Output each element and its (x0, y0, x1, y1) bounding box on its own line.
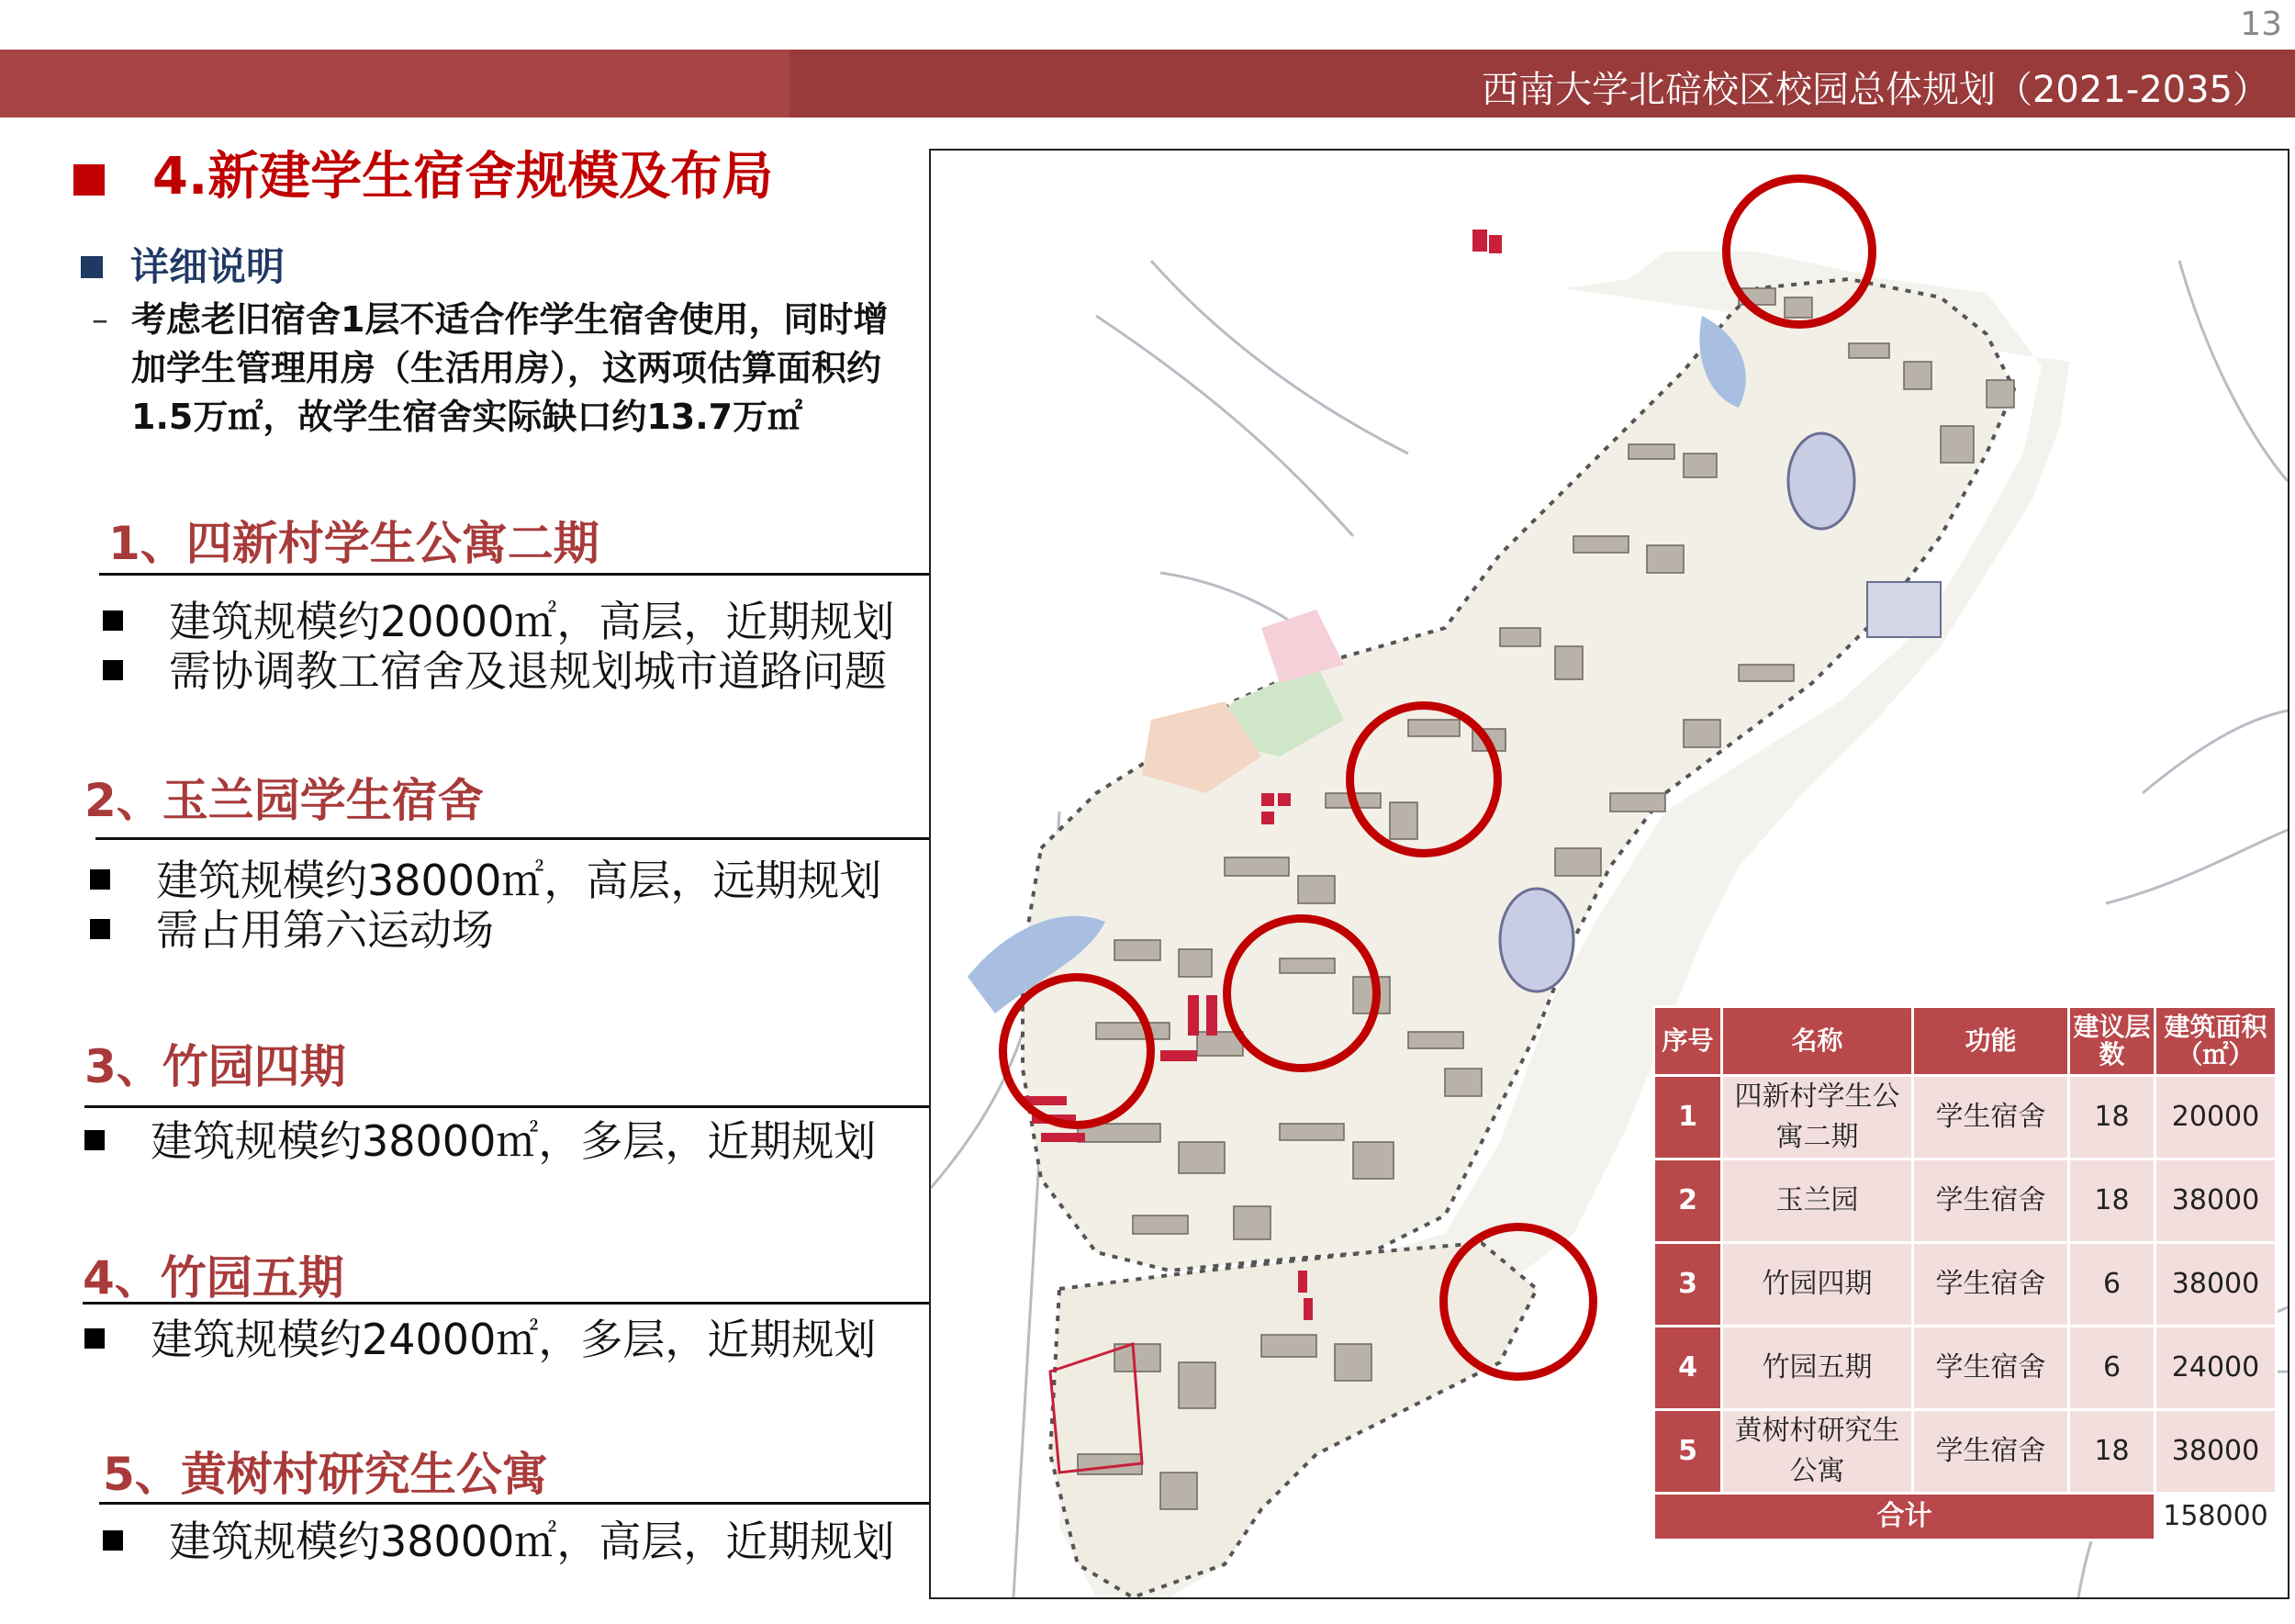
section-title-3: 3、竹园四期 (84, 1040, 346, 1093)
table-row (1654, 1076, 2277, 1159)
section-title-1: 1、四新村学生公寓二期 (108, 517, 599, 570)
bullet-square-icon (84, 1328, 105, 1349)
bullet-text: 需占用第六运动场 (156, 905, 494, 955)
row-area: 38000 (2155, 1410, 2277, 1494)
section-4-bullet-1 (84, 1315, 876, 1364)
row-area: 20000 (2155, 1076, 2277, 1159)
row-floors: 18 (2069, 1159, 2155, 1243)
header-bar-segment (0, 50, 789, 118)
title-square-icon (73, 164, 105, 196)
section-title-5: 5、黄树村研究生公寓 (103, 1448, 548, 1501)
section-2-bullet-2 (90, 905, 494, 955)
description-dash: – (92, 301, 108, 339)
bullet-square-icon (103, 660, 123, 680)
row-area: 38000 (2155, 1243, 2277, 1327)
bullet-square-icon (90, 869, 110, 890)
site-marker-5 (1439, 1223, 1597, 1381)
section-3-bullet-1 (84, 1116, 876, 1166)
section-rule-3 (84, 1105, 931, 1108)
row-name: 四新村学生公寓二期 (1722, 1076, 1913, 1159)
site-marker-4 (999, 973, 1155, 1129)
site-marker-3 (1223, 914, 1381, 1072)
site-marker-2 (1346, 701, 1502, 857)
stadium (1788, 433, 1854, 529)
row-no: 2 (1654, 1159, 1722, 1243)
bullet-text: 建筑规模约24000㎡，多层，近期规划 (151, 1315, 877, 1364)
bullet-square-icon (84, 1130, 105, 1150)
row-area: 38000 (2155, 1159, 2277, 1243)
detail-subtitle (81, 237, 285, 292)
row-function: 学生宿舍 (1913, 1243, 2069, 1327)
row-floors: 18 (2069, 1076, 2155, 1159)
row-function: 学生宿舍 (1913, 1159, 2069, 1243)
page-title-text: 4.新建学生宿舍规模及布局 (152, 147, 774, 207)
section-5-bullet-1 (103, 1517, 894, 1566)
table-row (1654, 1243, 2277, 1327)
subtitle-square-icon (81, 256, 103, 278)
row-name: 黄树村研究生公寓 (1722, 1410, 1913, 1494)
row-name: 玉兰园 (1722, 1159, 1913, 1243)
court (1867, 582, 1941, 637)
bullet-text: 建筑规模约20000㎡，高层，近期规划 (169, 597, 895, 646)
row-area: 24000 (2155, 1327, 2277, 1410)
bullet-text: 需协调教工宿舍及退规划城市道路问题 (169, 646, 887, 696)
detail-subtitle-text: 详细说明 (130, 244, 285, 289)
bullet-square-icon (90, 919, 110, 939)
row-name: 竹园四期 (1722, 1243, 1913, 1327)
page-number: 13 (2240, 6, 2282, 43)
row-function: 学生宿舍 (1913, 1410, 2069, 1494)
section-1-bullet-2 (103, 646, 887, 696)
description-text: 考虑老旧宿舍1层不适合作学生宿舍使用，同时增加学生管理用房（生活用房），这两项估算面积约1.5万㎡，故学生宿舍实际缺口约13.7万㎡ (131, 299, 889, 437)
total-label: 合计 (1654, 1494, 2155, 1540)
sports-field (1500, 889, 1573, 991)
header-floors: 建议层数 (2069, 1007, 2155, 1076)
bullet-text: 建筑规模约38000㎡，多层，近期规划 (151, 1116, 877, 1166)
header-no: 序号 (1654, 1007, 1722, 1076)
bullet-square-icon (103, 1530, 123, 1551)
row-no: 5 (1654, 1410, 1722, 1494)
section-1-bullet-1 (103, 597, 894, 646)
row-name: 竹园五期 (1722, 1327, 1913, 1410)
section-2-bullet-1 (90, 856, 881, 905)
page-title (73, 136, 773, 209)
summary-table (1652, 1005, 2278, 1541)
row-floors: 18 (2069, 1410, 2155, 1494)
row-floors: 6 (2069, 1327, 2155, 1410)
table-row (1654, 1159, 2277, 1243)
header-bar (0, 50, 2295, 118)
section-rule-1 (99, 573, 931, 576)
total-value: 158000 (2155, 1494, 2277, 1540)
bullet-square-icon (103, 610, 123, 631)
bullet-text: 建筑规模约38000㎡，高层，远期规划 (156, 856, 882, 905)
table-total-row (1654, 1494, 2277, 1540)
header-title: 西南大学北碚校区校园总体规划（2021-2035） (1481, 69, 2269, 111)
header-area: 建筑面积（㎡） (2155, 1007, 2277, 1076)
row-floors: 6 (2069, 1243, 2155, 1327)
row-function: 学生宿舍 (1913, 1076, 2069, 1159)
row-no: 1 (1654, 1076, 1722, 1159)
site-marker-1 (1722, 174, 1876, 329)
table-row (1654, 1327, 2277, 1410)
bullet-text: 建筑规模约38000㎡，高层，近期规划 (169, 1517, 895, 1566)
row-no: 3 (1654, 1243, 1722, 1327)
row-function: 学生宿舍 (1913, 1327, 2069, 1410)
section-rule-2 (95, 837, 931, 840)
section-title-4: 4、竹园五期 (83, 1251, 344, 1305)
table-row (1654, 1410, 2277, 1494)
row-no: 4 (1654, 1327, 1722, 1410)
section-title-2: 2、玉兰园学生宿舍 (84, 774, 484, 827)
header-function: 功能 (1913, 1007, 2069, 1076)
header-name: 名称 (1722, 1007, 1913, 1076)
table-header-row (1654, 1007, 2277, 1076)
